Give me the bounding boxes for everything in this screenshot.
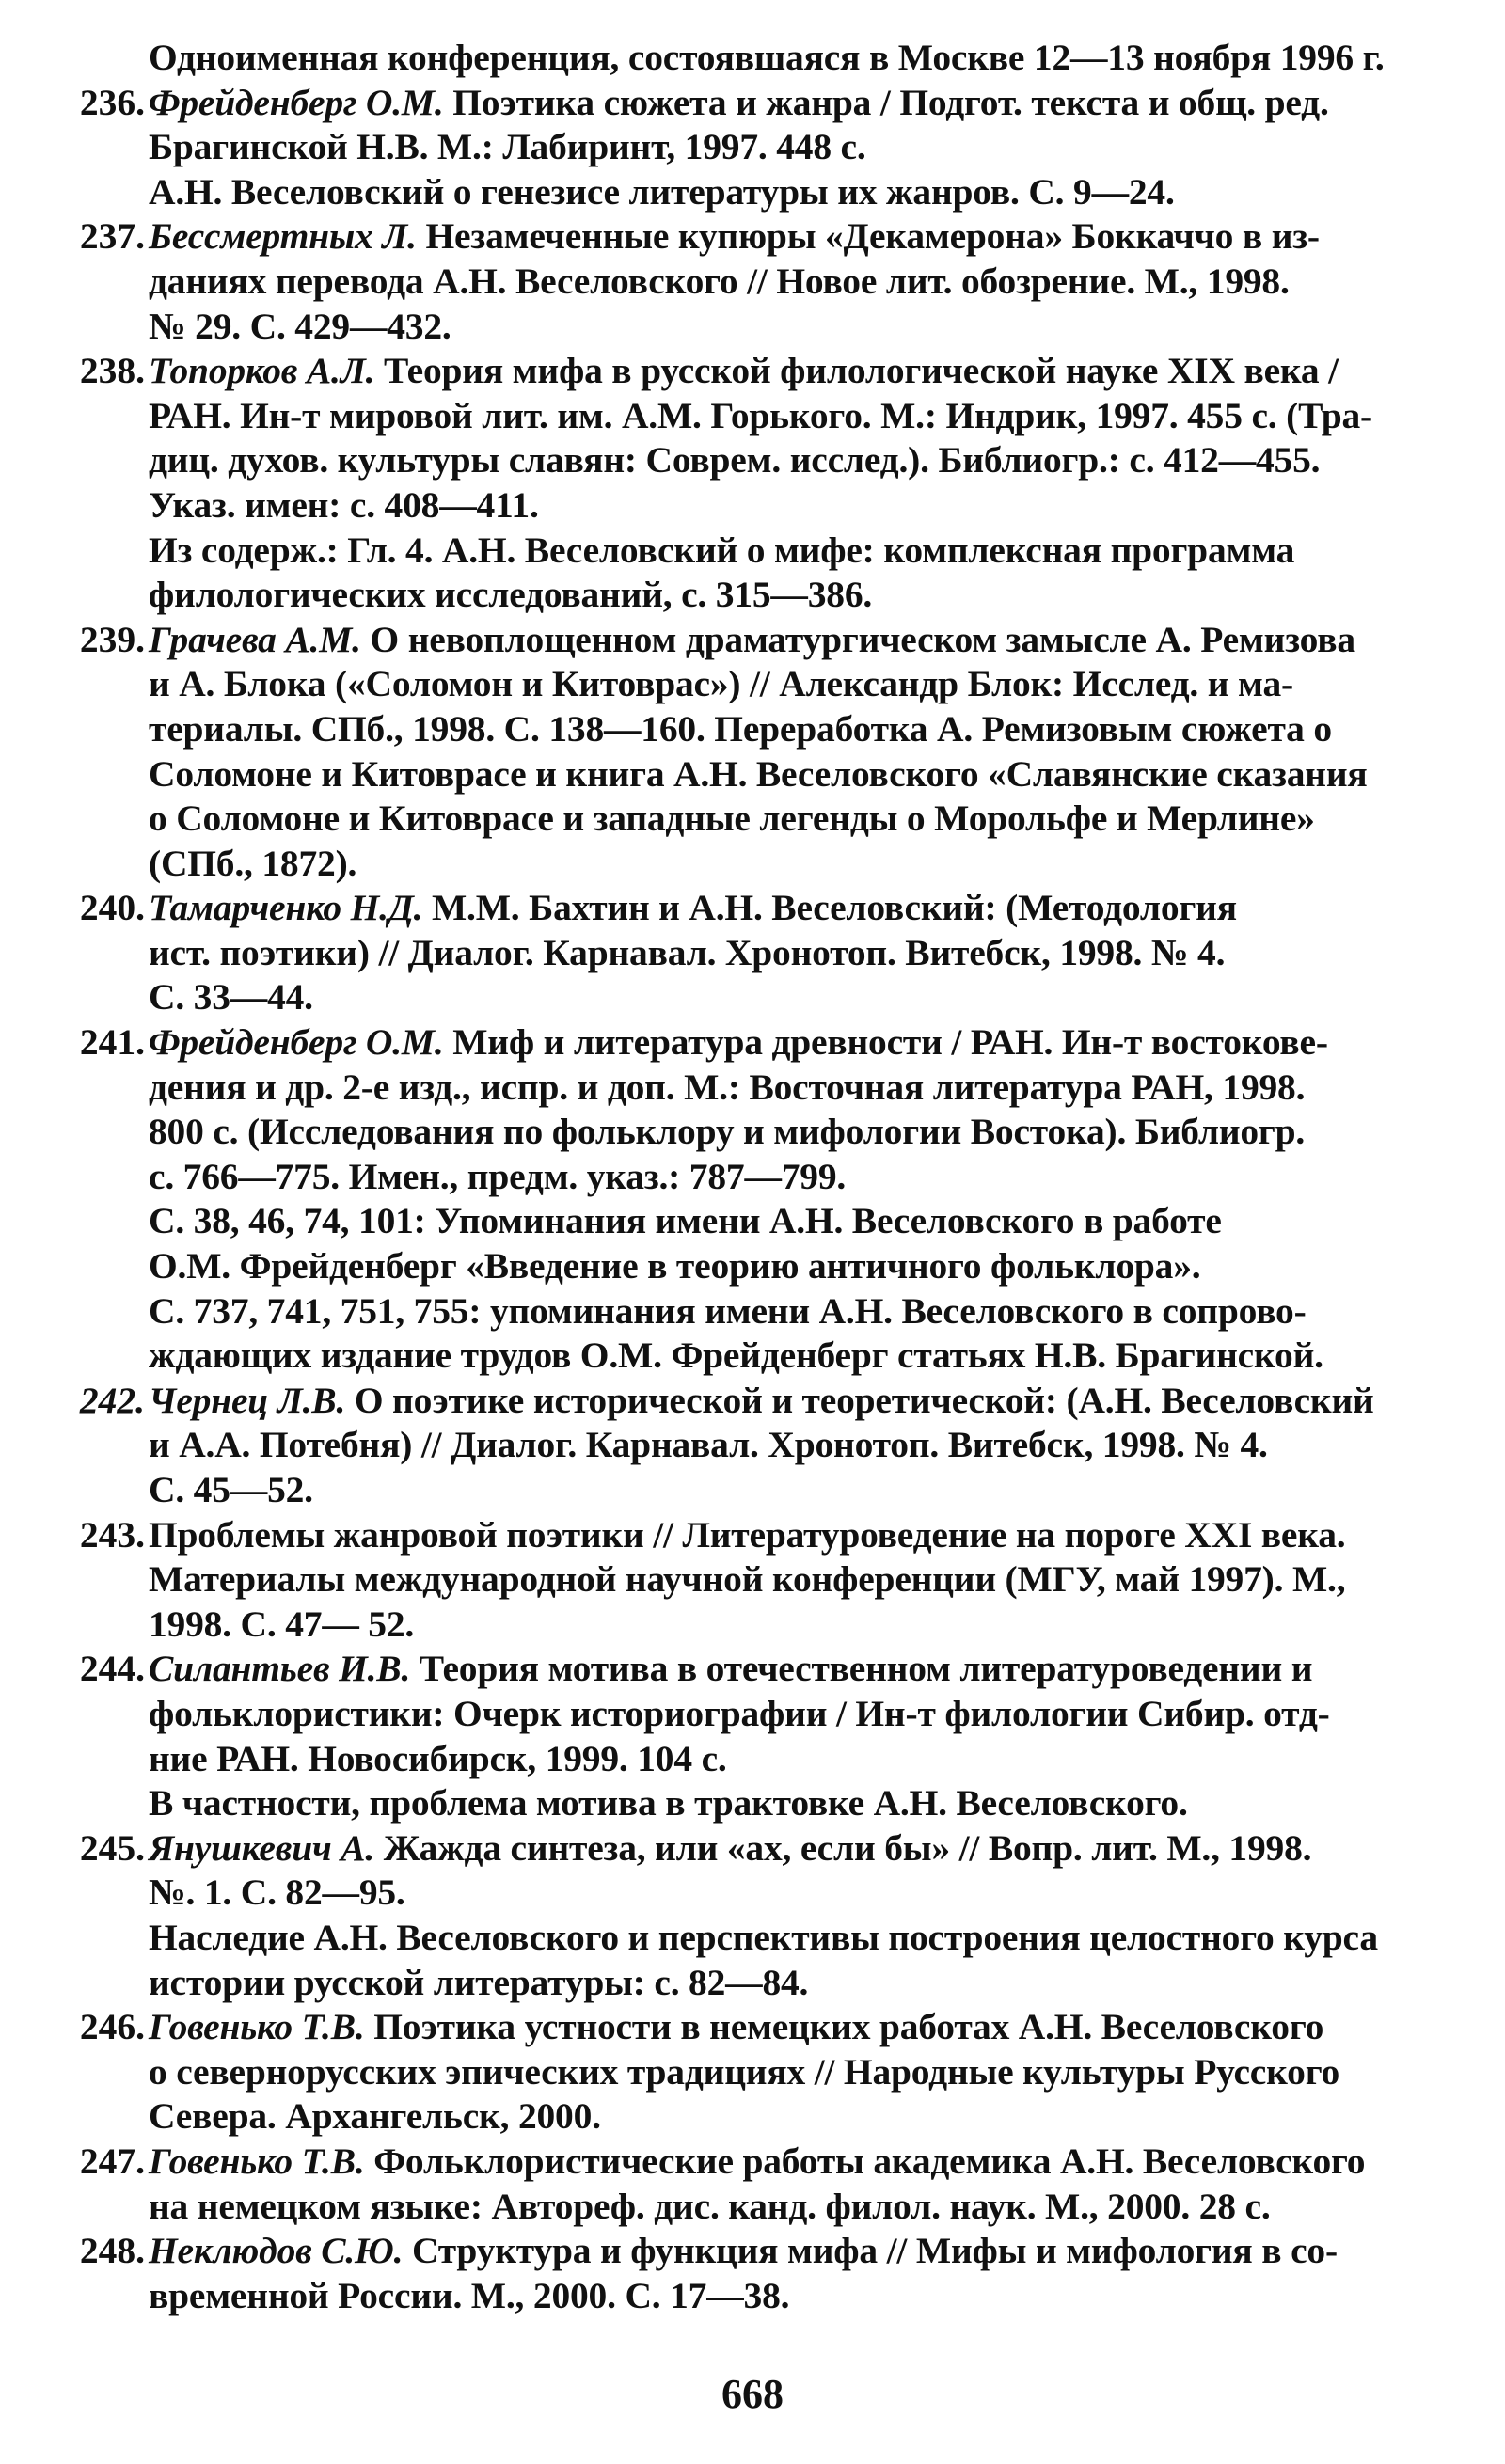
entry-text: Поэтика устности в немецких работах А.Н. Веселовского bbox=[364, 2006, 1324, 2048]
entry-text: Наследие А.Н. Веселовского и перспективы построения целостного курса bbox=[149, 1916, 1378, 1958]
bibliography-entry bbox=[79, 2140, 1442, 2229]
entry-line bbox=[149, 886, 1442, 931]
entry-text: М.М. Бахтин и А.Н. Веселовский: (Методология bbox=[422, 887, 1237, 929]
entry-text: Теория мотива в отечественном литературоведении и bbox=[410, 1648, 1313, 1690]
entry-text: С. 33—44. bbox=[149, 976, 313, 1019]
entry-line bbox=[149, 842, 1442, 887]
entry-text: (СПб., 1872). bbox=[149, 842, 357, 884]
entry-line bbox=[149, 975, 1442, 1020]
entry-author: Чернец Л.В. bbox=[149, 1379, 346, 1421]
entry-line bbox=[149, 1244, 1442, 1289]
entry-text: 800 с. (Исследования по фольклору и мифологии Востока). Библиогр. bbox=[149, 1111, 1306, 1153]
entry-author: Фрейденберг О.М. bbox=[149, 81, 444, 123]
bibliography-entry bbox=[79, 1379, 1442, 1513]
entry-line bbox=[149, 349, 1442, 394]
entry-line bbox=[149, 125, 1442, 170]
entries-list bbox=[79, 81, 1442, 2319]
entry-text: о Соломоне и Китоврасе и западные легенды о Морольфе и Мерлине» bbox=[149, 798, 1315, 840]
entry-line bbox=[149, 1961, 1442, 2006]
entry-line bbox=[149, 394, 1442, 439]
entry-author: Топорков А.Л. bbox=[149, 350, 375, 392]
entry-line bbox=[149, 2185, 1442, 2230]
entry-text: В частности, проблема мотива в трактовке А.Н. Веселовского. bbox=[149, 1782, 1188, 1824]
entry-text: о севернорусских эпических традициях // Народные культуры Русского bbox=[149, 2050, 1340, 2093]
entry-line bbox=[149, 1468, 1442, 1513]
entry-text: временной России. М., 2000. С. 17—38. bbox=[149, 2274, 790, 2316]
entry-line bbox=[149, 170, 1442, 215]
preamble-line: Одноименная конференция, состоявшаяся в Москве 12—13 ноября 1996 г. bbox=[149, 37, 1385, 78]
entry-text: С. 45—52. bbox=[149, 1469, 313, 1510]
entry-line bbox=[149, 2274, 1442, 2319]
entry-text: С. 38, 46, 74, 101: Упоминания имени А.Н. Веселовского в работе bbox=[149, 1200, 1222, 1242]
entry-author: Грачева А.М. bbox=[149, 618, 361, 660]
entry-text: 1998. С. 47— 52. bbox=[149, 1603, 415, 1645]
entry-text: филологических исследований, с. 315—386. bbox=[149, 574, 873, 616]
entry-line bbox=[149, 483, 1442, 529]
entry-author: Янушкевич А. bbox=[149, 1826, 375, 1869]
bibliography-entry bbox=[79, 81, 1442, 215]
entry-line bbox=[149, 1199, 1442, 1244]
entry-line bbox=[149, 1334, 1442, 1379]
bibliography-entry bbox=[79, 2005, 1442, 2140]
entry-author: Неклюдов С.Ю. bbox=[149, 2230, 404, 2272]
entry-line bbox=[149, 1066, 1442, 1111]
entry-number: 236. bbox=[79, 81, 145, 123]
entry-line bbox=[149, 1110, 1442, 1155]
entry-text: Севера. Архангельск, 2000. bbox=[149, 2095, 601, 2138]
entry-text: териалы. СПб., 1998. С. 138—160. Переработка А. Ремизовым сюжета о bbox=[149, 707, 1332, 750]
entry-author: Говенько Т.В. bbox=[149, 2006, 365, 2048]
entry-line bbox=[149, 573, 1442, 618]
bibliography-entry bbox=[79, 214, 1442, 349]
entry-number: 246. bbox=[79, 2006, 145, 2048]
entry-text: дения и др. 2-е изд., испр. и доп. М.: Восточная литература РАН, 1998. bbox=[149, 1066, 1306, 1108]
entry-text: А.Н. Веселовский о генезисе литературы их жанров. С. 9—24. bbox=[149, 170, 1175, 213]
entry-number: 241. bbox=[79, 1021, 145, 1064]
entry-number: 245. bbox=[79, 1826, 145, 1869]
entry-number: 239. bbox=[79, 618, 145, 660]
entry-line bbox=[149, 1289, 1442, 1335]
bibliography-entry bbox=[79, 618, 1442, 887]
entry-text: Соломоне и Китоврасе и книга А.Н. Веселовского «Славянские сказания bbox=[149, 752, 1368, 795]
entry-author: Силантьев И.В. bbox=[149, 1648, 411, 1690]
entry-text: Фольклористические работы академика А.Н. Веселовского bbox=[364, 2140, 1366, 2182]
entry-text: фольклористики: Очерк историографии / Ин-т филологии Сибир. отд- bbox=[149, 1692, 1330, 1734]
entry-text: О невоплощенном драматургическом замысле А. Ремизова bbox=[360, 618, 1355, 660]
entry-text: Миф и литература древности / РАН. Ин-т востокове- bbox=[443, 1021, 1328, 1064]
entry-text: Структура и функция мифа // Мифы и мифология в со- bbox=[403, 2230, 1338, 2272]
entry-line bbox=[149, 2005, 1442, 2050]
bibliography-page bbox=[79, 36, 1442, 2318]
entry-number: 243. bbox=[79, 1513, 145, 1556]
entry-text: диц. духов. культуры славян: Соврем. исслед.). Библиогр.: с. 412—455. bbox=[149, 439, 1321, 482]
entry-line bbox=[149, 1737, 1442, 1782]
entry-text: Брагинской Н.В. М.: Лабиринт, 1997. 448 с. bbox=[149, 126, 866, 168]
bibliography-entry bbox=[79, 886, 1442, 1020]
entry-line bbox=[149, 2140, 1442, 2185]
entry-author: Говенько Т.В. bbox=[149, 2140, 365, 2182]
entry-line bbox=[149, 797, 1442, 842]
entry-text: ждающих издание трудов О.М. Фрейденберг статьях Н.В. Брагинской. bbox=[149, 1335, 1323, 1377]
entry-line bbox=[149, 662, 1442, 707]
bibliography-entry bbox=[79, 1647, 1442, 1825]
entry-number: 238. bbox=[79, 350, 145, 392]
entry-text: О поэтике исторической и теоретической: (А.Н. Веселовский bbox=[345, 1379, 1374, 1421]
entry-author: Бессмертных Л. bbox=[149, 215, 417, 258]
entry-text: Жажда синтеза, или «ах, если бы» // Вопр. лит. М., 1998. bbox=[374, 1826, 1312, 1869]
entry-line bbox=[149, 1513, 1442, 1558]
entry-text: ист. поэтики) // Диалог. Карнавал. Хронотоп. Витебск, 1998. № 4. bbox=[149, 931, 1226, 973]
entry-line bbox=[149, 1379, 1442, 1424]
entry-author: Фрейденберг О.М. bbox=[149, 1021, 444, 1064]
entry-line bbox=[149, 752, 1442, 798]
entry-line bbox=[149, 1423, 1442, 1468]
entry-text: с. 766—775. Имен., предм. указ.: 787—799. bbox=[149, 1155, 847, 1197]
entry-line bbox=[149, 1826, 1442, 1872]
entry-author: Тамарченко Н.Д. bbox=[149, 887, 423, 929]
bibliography-entry bbox=[79, 1513, 1442, 1648]
entry-text: ние РАН. Новосибирск, 1999. 104 с. bbox=[149, 1737, 727, 1779]
entry-line bbox=[149, 1155, 1442, 1200]
entry-text: Поэтика сюжета и жанра / Подгот. текста и общ. ред. bbox=[443, 81, 1329, 123]
entry-text: и А. Блока («Соломон и Китоврас») // Александр Блок: Исслед. и ма- bbox=[149, 663, 1293, 705]
entry-text: Незамеченные купюры «Декамерона» Боккаччо в из- bbox=[416, 215, 1320, 258]
entry-number: 244. bbox=[79, 1648, 145, 1690]
bibliography-entry bbox=[79, 1020, 1442, 1379]
entry-text: и А.А. Потебня) // Диалог. Карнавал. Хронотоп. Витебск, 1998. № 4. bbox=[149, 1424, 1268, 1466]
entry-line bbox=[149, 1692, 1442, 1737]
entry-text: О.М. Фрейденберг «Введение в теорию античного фольклора». bbox=[149, 1245, 1201, 1287]
entry-line bbox=[149, 529, 1442, 574]
entry-line bbox=[149, 2050, 1442, 2095]
entry-text: Теория мифа в русской филологической науке XIX века / bbox=[374, 350, 1339, 392]
entry-text: на немецком языке: Автореф. дис. канд. филол. наук. М., 2000. 28 с. bbox=[149, 2185, 1271, 2227]
entry-text: Указ. имен: с. 408—411. bbox=[149, 483, 539, 526]
entry-line bbox=[149, 2229, 1442, 2274]
entry-line bbox=[149, 618, 1442, 663]
entry-line bbox=[149, 1557, 1442, 1603]
entry-number: 242. bbox=[79, 1379, 145, 1421]
entry-number: 240. bbox=[79, 887, 145, 929]
entry-line bbox=[149, 438, 1442, 483]
entry-line bbox=[149, 1781, 1442, 1826]
entry-number: 248. bbox=[79, 2230, 145, 2272]
bibliography-entry bbox=[79, 1826, 1442, 2005]
entry-text: Из содерж.: Гл. 4. А.Н. Веселовский о мифе: комплексная программа bbox=[149, 529, 1295, 571]
entry-line bbox=[149, 1020, 1442, 1066]
bibliography-entry bbox=[79, 349, 1442, 618]
entry-number: 237. bbox=[79, 215, 145, 258]
entry-line bbox=[149, 2094, 1442, 2140]
page-number: 668 bbox=[721, 2371, 784, 2417]
entry-line bbox=[149, 1916, 1442, 1961]
entry-text: истории русской литературы: с. 82—84. bbox=[149, 1961, 809, 2003]
entry-number: 247. bbox=[79, 2140, 145, 2182]
entry-text: Проблемы жанровой поэтики // Литературоведение на пороге XXI века. bbox=[149, 1513, 1346, 1556]
entry-text: даниях перевода А.Н. Веселовского // Новое лит. обозрение. М., 1998. bbox=[149, 260, 1290, 302]
bibliography-entry bbox=[79, 2229, 1442, 2318]
entry-line bbox=[149, 260, 1442, 305]
entry-line bbox=[149, 1647, 1442, 1692]
entry-line bbox=[149, 305, 1442, 350]
entry-line bbox=[149, 1603, 1442, 1648]
entry-text: № 29. С. 429—432. bbox=[149, 305, 452, 347]
entry-text: Материалы международной научной конференции (МГУ, май 1997). М., bbox=[149, 1558, 1346, 1601]
entry-line bbox=[149, 1871, 1442, 1916]
entry-line bbox=[149, 931, 1442, 976]
entry-line bbox=[149, 707, 1442, 752]
entry-text: С. 737, 741, 751, 755: упоминания имени А.Н. Веселовского в сопрово- bbox=[149, 1289, 1307, 1332]
entry-text: №. 1. С. 82—95. bbox=[149, 1872, 405, 1914]
entry-line bbox=[149, 81, 1442, 126]
entry-line bbox=[149, 214, 1442, 260]
entry-text: РАН. Ин-т мировой лит. им. А.М. Горького. М.: Индрик, 1997. 455 с. (Тра- bbox=[149, 394, 1373, 436]
